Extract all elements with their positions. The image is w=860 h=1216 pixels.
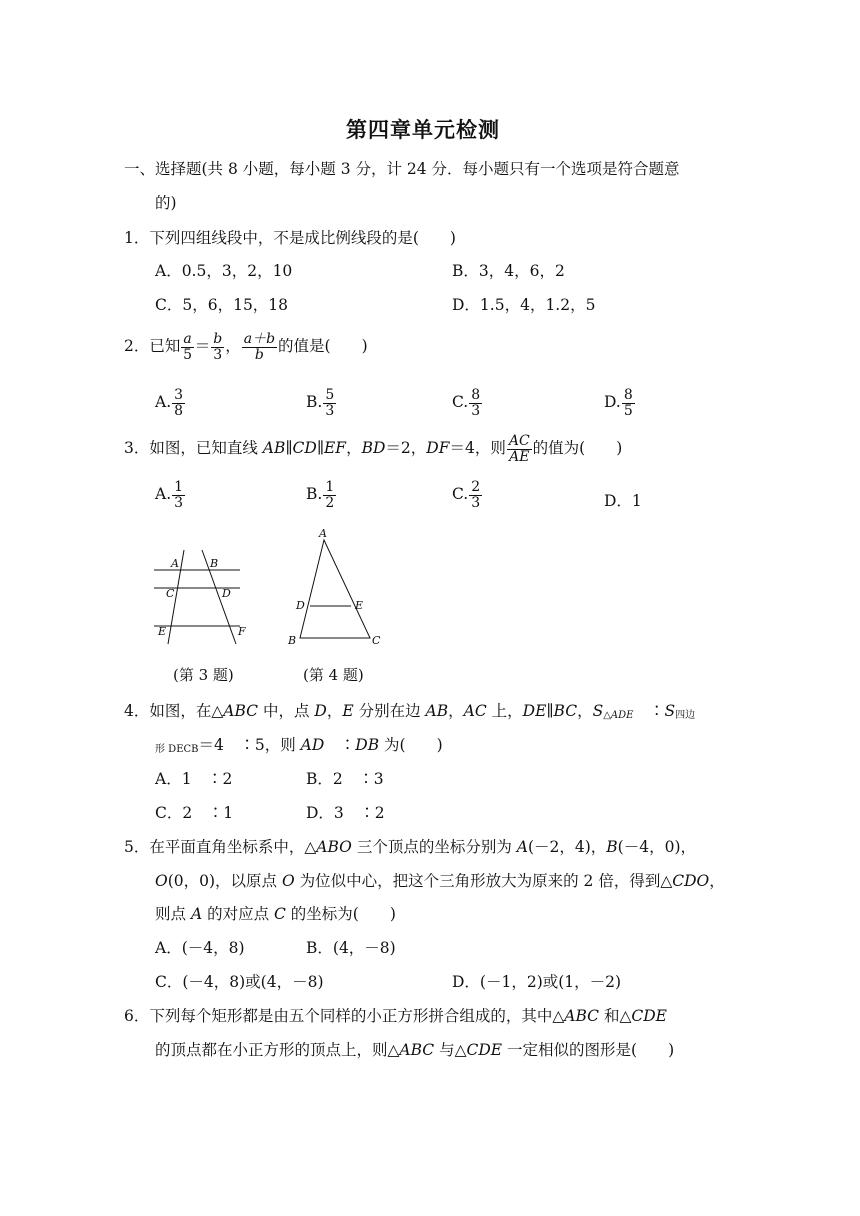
- q5-stem-line1: [124, 835, 696, 857]
- figure-q3-caption: (第 3 题): [173, 666, 234, 684]
- q3-segment-bd: BD: [361, 439, 386, 458]
- q6-text: 一定相似的图形是( ): [502, 1041, 675, 1059]
- fraction-numerator: 1: [174, 479, 184, 495]
- figure-q3-parallel-lines: [140, 540, 260, 650]
- q2-option-d: [604, 388, 636, 418]
- fraction-denominator: 3: [213, 346, 223, 363]
- q4-text: ，: [448, 702, 464, 720]
- q5-coord-a: (－2，4)，: [527, 838, 607, 856]
- fraction-numerator: 3: [174, 387, 184, 403]
- q4-area-s2: S: [664, 702, 676, 720]
- q5-text: 为位似中心，把这个三角形放大为原来的 2 倍，得到△: [294, 872, 673, 890]
- fraction-denominator: 3: [174, 494, 184, 511]
- q3-text: ，: [346, 439, 362, 458]
- q4-segment-ad: AD: [300, 736, 325, 754]
- q6-triangle-cde: CDE: [631, 1007, 667, 1025]
- q2-suffix: 的值是( ): [278, 337, 368, 356]
- fraction-numerator: 8: [471, 387, 481, 403]
- q5-text: ，: [709, 872, 725, 890]
- transversal-right: [202, 550, 236, 644]
- option-fraction: [469, 480, 482, 510]
- q4-area-s2-subscript: 四边: [675, 710, 696, 721]
- q2-option-c: [452, 388, 483, 418]
- q2-equals: ＝: [194, 337, 211, 356]
- q6-text: 与△: [434, 1041, 467, 1059]
- page-title: 第四章单元检测: [346, 118, 500, 142]
- q1-stem: 1．下列四组线段中，不是成比例线段的是( ): [124, 229, 456, 247]
- q3-option-c: [452, 480, 483, 510]
- q5-text: (0，0)，以原点: [167, 872, 282, 890]
- option-fraction: [622, 388, 635, 418]
- q4-option-b: B．2 ∶3: [306, 770, 384, 788]
- q4-ratio: ∶: [633, 702, 665, 720]
- q3-stem: [124, 434, 622, 464]
- q4-text: 上，: [486, 702, 523, 720]
- q5-option-d: D．(－1，2)或(1，－2): [452, 973, 622, 991]
- q4-text: ，: [577, 702, 593, 720]
- q5-text: 三个顶点的坐标分别为: [351, 838, 517, 856]
- q5-stem-line2: [155, 869, 725, 891]
- label-a: A: [319, 527, 327, 540]
- q5-text: 的对应点: [202, 905, 274, 923]
- q6-text: 6．下列每个矩形都是由五个同样的小正方形拼合组成的，其中△: [124, 1007, 565, 1025]
- q4-stem-line1: [124, 699, 695, 721]
- fraction-denominator: 5: [623, 402, 633, 419]
- fraction-denominator: 2: [325, 494, 335, 511]
- option-label: C.: [452, 485, 469, 504]
- q2-stem: [124, 332, 368, 362]
- fraction-numerator: AC: [508, 433, 530, 449]
- q5-option-a: A．(－4，8): [155, 939, 245, 957]
- fraction-denominator: AE: [509, 448, 530, 465]
- fraction-numerator: b: [213, 331, 223, 347]
- q2-fraction-b-over-3: [211, 332, 224, 362]
- q1-option-d: D．1.5，4，1.2，5: [452, 296, 596, 314]
- option-label: A.: [155, 485, 172, 504]
- q6-triangle-cde: CDE: [466, 1041, 503, 1059]
- q2-fraction-apb-over-b: [242, 332, 277, 362]
- q5-triangle-abo: ABO: [316, 838, 352, 856]
- fraction-numerator: 2: [471, 479, 481, 495]
- q5-option-b: B．(4，－8): [306, 939, 396, 957]
- label-c: C: [372, 634, 381, 647]
- q5-text: 的坐标为( ): [285, 905, 396, 923]
- fraction-numerator: a＋b: [243, 331, 276, 347]
- q3-segment-df: DF: [426, 439, 450, 458]
- q4-triangle-abc: ABC: [223, 702, 259, 720]
- option-fraction: [323, 388, 336, 418]
- q2-fraction-a-over-5: [181, 332, 193, 362]
- q4-text: 分别在边: [353, 702, 426, 720]
- q4-ratio: ∶: [324, 736, 356, 754]
- fraction-numerator: 1: [325, 479, 335, 495]
- label-a: A: [171, 557, 179, 570]
- option-label: B.: [306, 393, 323, 412]
- option-label: B.: [306, 485, 323, 504]
- q3-text: ＝4，则: [449, 439, 506, 458]
- q5-point-a: A: [516, 838, 528, 856]
- q4-segment-db: DB: [355, 736, 380, 754]
- q4-text: 中，点: [258, 702, 315, 720]
- figure-q4-triangle: [282, 526, 392, 654]
- q5-point-b: B: [606, 838, 618, 856]
- q3-suffix: 的值为( ): [532, 439, 623, 458]
- q6-text: 和△: [599, 1007, 632, 1025]
- fraction-denominator: 3: [471, 402, 481, 419]
- fraction-numerator: 8: [623, 387, 633, 403]
- q4-option-a: A．1 ∶2: [155, 770, 233, 788]
- option-label: A.: [155, 393, 172, 412]
- q3-fraction-ac-over-ae: [507, 434, 532, 464]
- label-e: E: [355, 599, 364, 612]
- option-fraction: [323, 480, 336, 510]
- label-f: F: [238, 625, 246, 638]
- q3-parallel-lines: AB∥CD∥EF: [262, 439, 347, 458]
- option-label: C.: [452, 393, 469, 412]
- q1-option-c: C．5，6，15，18: [155, 296, 289, 314]
- label-b: B: [210, 557, 219, 570]
- q5-triangle-cdo: CDO: [672, 872, 710, 890]
- q4-text: ＝4 ∶5，则: [198, 736, 301, 754]
- q4-parallel: DE∥BC: [522, 702, 578, 720]
- q6-stem-line1: [124, 1004, 667, 1026]
- q2-comma: ，: [225, 337, 241, 356]
- fraction-denominator: b: [254, 346, 264, 363]
- q2-option-b: [306, 388, 337, 418]
- section-heading-line1: 一、选择题(共 8 小题，每小题 3 分，计 24 分．每小题只有一个选项是符合题意: [124, 160, 680, 178]
- q6-triangle-abc: ABC: [564, 1007, 600, 1025]
- label-d: D: [296, 599, 305, 612]
- q5-option-c: C．(－4，8)或(4，－8): [155, 973, 324, 991]
- option-fraction: [172, 388, 185, 418]
- q3-prefix: 3．如图，已知直线: [124, 439, 263, 458]
- fraction-denominator: 8: [174, 402, 184, 419]
- q4-option-d: D．3 ∶2: [306, 804, 385, 822]
- q3-option-a: [155, 480, 186, 510]
- q5-text: 5．在平面直角坐标系中，△: [124, 838, 317, 856]
- q5-origin-o: O: [281, 872, 295, 890]
- fraction-denominator: 5: [183, 346, 193, 363]
- q4-area-s1-subscript: △ADE: [603, 710, 634, 721]
- option-label: D.: [604, 393, 621, 412]
- q4-area-s1: S: [592, 702, 604, 720]
- q2-option-a: [155, 388, 186, 418]
- q5-point-c: C: [274, 905, 286, 923]
- figure-q4-caption: (第 4 题): [303, 666, 364, 684]
- q2-prefix: 2．已知: [124, 337, 181, 356]
- label-c: C: [166, 587, 175, 600]
- q3-text: ＝2，: [385, 439, 427, 458]
- option-fraction: [469, 388, 482, 418]
- q4-point-d: D: [314, 702, 327, 720]
- fraction-denominator: 3: [325, 402, 335, 419]
- q6-stem-line2: [155, 1038, 674, 1060]
- q5-stem-line3: [155, 902, 396, 924]
- q1-option-b: B．3，4，6，2: [452, 262, 565, 280]
- q5-text: 则点: [155, 905, 191, 923]
- q3-option-b: [306, 480, 337, 510]
- q5-coord-b: (－4，0)，: [617, 838, 696, 856]
- fraction-numerator: 5: [325, 387, 335, 403]
- q6-triangle-abc: ABC: [399, 1041, 435, 1059]
- q3-option-d: D．1: [604, 492, 642, 510]
- fraction-denominator: 3: [471, 494, 481, 511]
- q1-option-a: A．0.5，3，2，10: [155, 262, 293, 280]
- q4-side-ab: AB: [425, 702, 449, 720]
- q5-point-o: O: [155, 872, 168, 890]
- q4-point-e: E: [342, 702, 354, 720]
- q4-text: 为( ): [379, 736, 443, 754]
- label-b: B: [288, 634, 297, 647]
- q4-text: 4．如图，在△: [124, 702, 224, 720]
- option-fraction: [172, 480, 185, 510]
- q4-stem-line2: [155, 733, 443, 755]
- fraction-numerator: a: [183, 331, 192, 347]
- q6-text: 的顶点都在小正方形的顶点上，则△: [155, 1041, 400, 1059]
- q5-point-a: A: [190, 905, 203, 923]
- q4-text: ，: [326, 702, 343, 720]
- q4-option-c: C．2 ∶1: [155, 804, 234, 822]
- triangle-abc: [300, 540, 370, 638]
- label-d: D: [222, 587, 231, 600]
- q4-area-s2-subscript-cont: 形 DECB: [155, 744, 199, 755]
- q4-side-ac: AC: [463, 702, 487, 720]
- section-heading-line2: 的): [155, 194, 177, 212]
- label-e: E: [158, 625, 167, 638]
